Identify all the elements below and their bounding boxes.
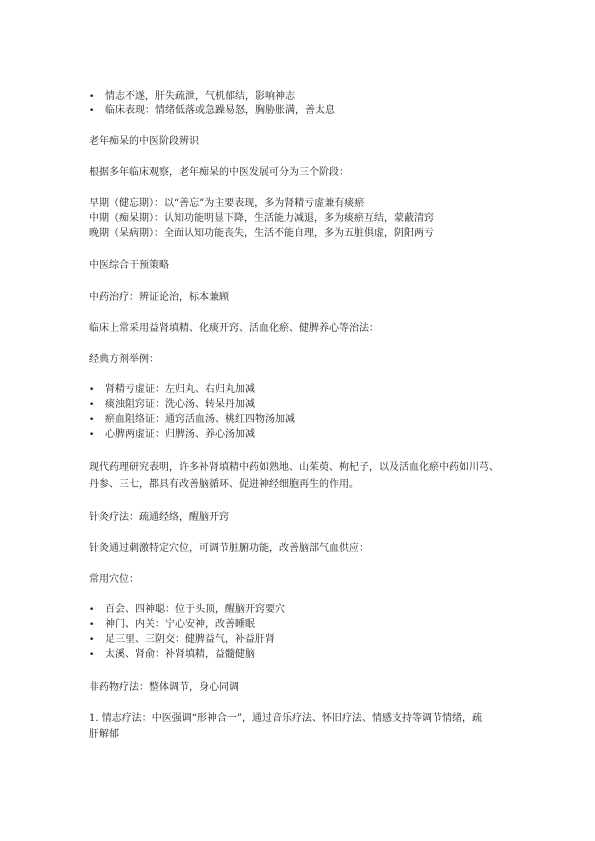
subsection-heading: 常用穴位：: [89, 574, 139, 585]
list-item-text: 情志不遂，肝失疏泄，气机郁结，影响神志: [105, 91, 295, 102]
stage-line: 中期（痴呆期）：认知功能明显下降，生活能力减退，多为痰瘀互结，蒙蔽清窍: [89, 213, 434, 224]
bullet-icon: •: [89, 400, 95, 410]
paragraph: 根据多年临床观察，老年痴呆的中医发展可分为三个阶段：: [89, 167, 349, 178]
subsection-heading: 非药物疗法：整体调节，身心同调: [89, 682, 239, 693]
list-item: [89, 91, 295, 103]
list-item: [89, 604, 285, 616]
section-heading: 老年痴呆的中医阶段辨识: [89, 136, 199, 147]
list-item: [89, 414, 295, 426]
list-item-text: 临床表现：情绪低落或急躁易怒，胸胁胀满，善太息: [105, 105, 335, 116]
numbered-item-line: 肝解郁: [89, 729, 119, 740]
bullet-icon: •: [89, 650, 95, 660]
list-item-text: 心脾两虚证：归脾汤、养心汤加减: [105, 429, 255, 440]
bullet-icon: •: [89, 106, 95, 116]
list-item: [89, 399, 255, 411]
list-item-text: 神门、内关：宁心安神，改善睡眠: [105, 619, 255, 630]
list-item: [89, 429, 255, 441]
subsection-heading: 针灸疗法：疏通经络，醒脑开窍: [89, 512, 229, 523]
stage-line: 晚期（呆病期）：全面认知功能丧失，生活不能自理，多为五脏俱虚，阴阳两亏: [89, 228, 434, 239]
subsection-heading: 中药治疗：辨证论治，标本兼顾: [89, 292, 229, 303]
list-item: [89, 384, 255, 396]
bullet-icon: •: [89, 635, 95, 645]
list-item: [89, 649, 255, 661]
paragraph: 临床上常采用益肾填精、化痰开窍、活血化瘀、健脾养心等治法：: [89, 323, 379, 334]
stage-line: 早期（健忘期）：以“善忘”为主要表现，多为肾精亏虚兼有痰瘀: [89, 198, 365, 209]
subsection-heading: 经典方剂举例：: [89, 354, 159, 365]
bullet-icon: •: [89, 92, 95, 102]
bullet-icon: •: [89, 385, 95, 395]
paragraph-line: 丹参、三七，都具有改善脑循环、促进神经细胞再生的作用。: [89, 479, 359, 490]
list-item-text: 肾精亏虚证：左归丸、右归丸加减: [105, 384, 255, 395]
list-item: [89, 634, 275, 646]
list-item-text: 百会、四神聪：位于头顶，醒脑开窍要穴: [105, 604, 285, 615]
list-item-text: 痰浊阻窍证：洗心汤、转呆丹加减: [105, 399, 255, 410]
numbered-item-line: 1. 情志疗法：中医强调“形神合一”，通过音乐疗法、怀旧疗法、情感支持等调节情绪，疏: [89, 713, 482, 724]
section-heading: 中医综合干预策略: [89, 260, 169, 271]
bullet-icon: •: [89, 415, 95, 425]
list-item: [89, 105, 335, 117]
paragraph-line: 现代药理研究表明，许多补肾填精中药如熟地、山茱萸、枸杞子，以及活血化瘀中药如川芎、: [89, 462, 499, 473]
list-item-text: 太溪、肾俞：补肾填精，益髓健脑: [105, 649, 255, 660]
bullet-icon: •: [89, 605, 95, 615]
bullet-icon: •: [89, 620, 95, 630]
list-item: [89, 619, 255, 631]
bullet-icon: •: [89, 430, 95, 440]
list-item-text: 足三里、三阴交：健脾益气，补益肝肾: [105, 634, 275, 645]
list-item-text: 瘀血阻络证：通窍活血汤、桃红四物汤加减: [105, 414, 295, 425]
paragraph: 针灸通过刺激特定穴位，可调节脏腑功能，改善脑部气血供应：: [89, 543, 369, 554]
